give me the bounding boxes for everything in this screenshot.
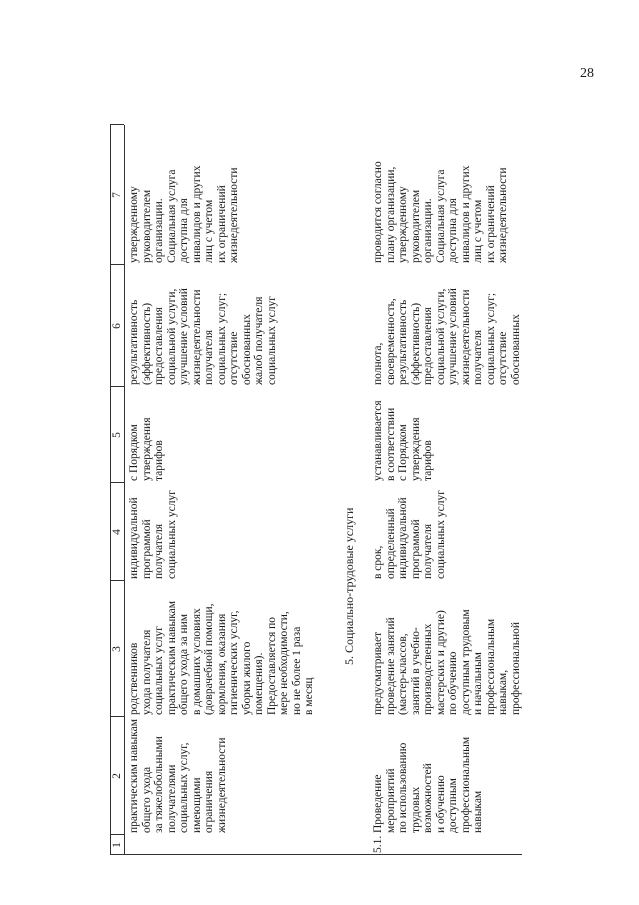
- header-bottom-border: [124, 125, 125, 855]
- row2-quality: полнота, своевременность, результативность (эффективность) предоставления социальной услуги, улучшение условий жизнедеятельности получателя социальных услуг; отсутствие обоснованных: [372, 288, 522, 385]
- col-divider: [110, 124, 124, 125]
- row1-term: индивидуальной программой получателя социальных услуг: [128, 490, 178, 579]
- row1-quality: результативность (эффективность) предоставления социальной услуги, улучшение условий жизнедеятельности получателя социальных услуг; отсутствие обоснованных жалоб получателя социальных услуг: [128, 288, 278, 385]
- col-header-1: 1: [111, 842, 123, 848]
- table-top-border: [110, 125, 111, 855]
- col-header-7: 7: [111, 192, 123, 198]
- row1-service-name: практическим навыкам общего ухода за тяжелобольными получателями социальных услуг, имеющими ограничения жизнедеятельности: [128, 718, 228, 833]
- row2-description: предусматривает проведение занятий (мастер-классов, занятий в учебно- производственных мастерских и другие) по обучению доступным трудовым и начальным профессиональным навыкам, профессиональной: [372, 609, 522, 715]
- rotated-table-page: [110, 60, 522, 855]
- col-header-6: 6: [111, 323, 123, 329]
- col-divider: [110, 834, 124, 835]
- row2-conditions: проводится согласно плану организации, утвержденному руководителем организации. Социальная услуга доступна для инвалидов и других лиц с учетом их ограничений жизнедеятельности: [372, 161, 509, 263]
- col-divider: [110, 386, 124, 387]
- row2-tariff: устанавливается в соответствии с Порядком утверждения тарифов: [372, 400, 434, 481]
- col-divider: [110, 716, 124, 717]
- col-divider: [110, 264, 124, 265]
- col-header-2: 2: [111, 773, 123, 779]
- col-divider: [110, 580, 124, 581]
- col-header-3: 3: [111, 646, 123, 652]
- row2-service-name: Проведение мероприятий по использованию трудовых возможностей и обучению доступным профессиональным навыкам: [372, 736, 484, 833]
- col-header-4: 4: [111, 529, 123, 535]
- row1-conditions: утвержденному руководителем организации. Социальная услуга доступна для инвалидов и других лиц с учетом их ограничений жизнедеятельности: [128, 165, 240, 263]
- row2-term: в срок, определенный индивидуальной программой получателя социальных услуг: [372, 490, 447, 579]
- col-header-5: 5: [111, 432, 123, 438]
- col-divider: [110, 482, 124, 483]
- col-divider: [110, 854, 522, 855]
- page-number: 28: [580, 66, 594, 81]
- section-title: 5. Социально-трудовые услуги: [342, 507, 356, 665]
- row1-tariff: с Порядком утверждения тарифов: [128, 417, 165, 481]
- row1-description: родственников ухода получателя социальных услуг практическим навыкам общего ухода за ним в домашних условиях (доврачебной помощи, кормления, оказания гигиенических услуг, уборки жилого помещения). Предоставляется по мере необходимости, но не более 1 раза в месяц: [128, 600, 315, 715]
- table: [110, 60, 522, 855]
- row2-number: 5.1.: [372, 835, 384, 853]
